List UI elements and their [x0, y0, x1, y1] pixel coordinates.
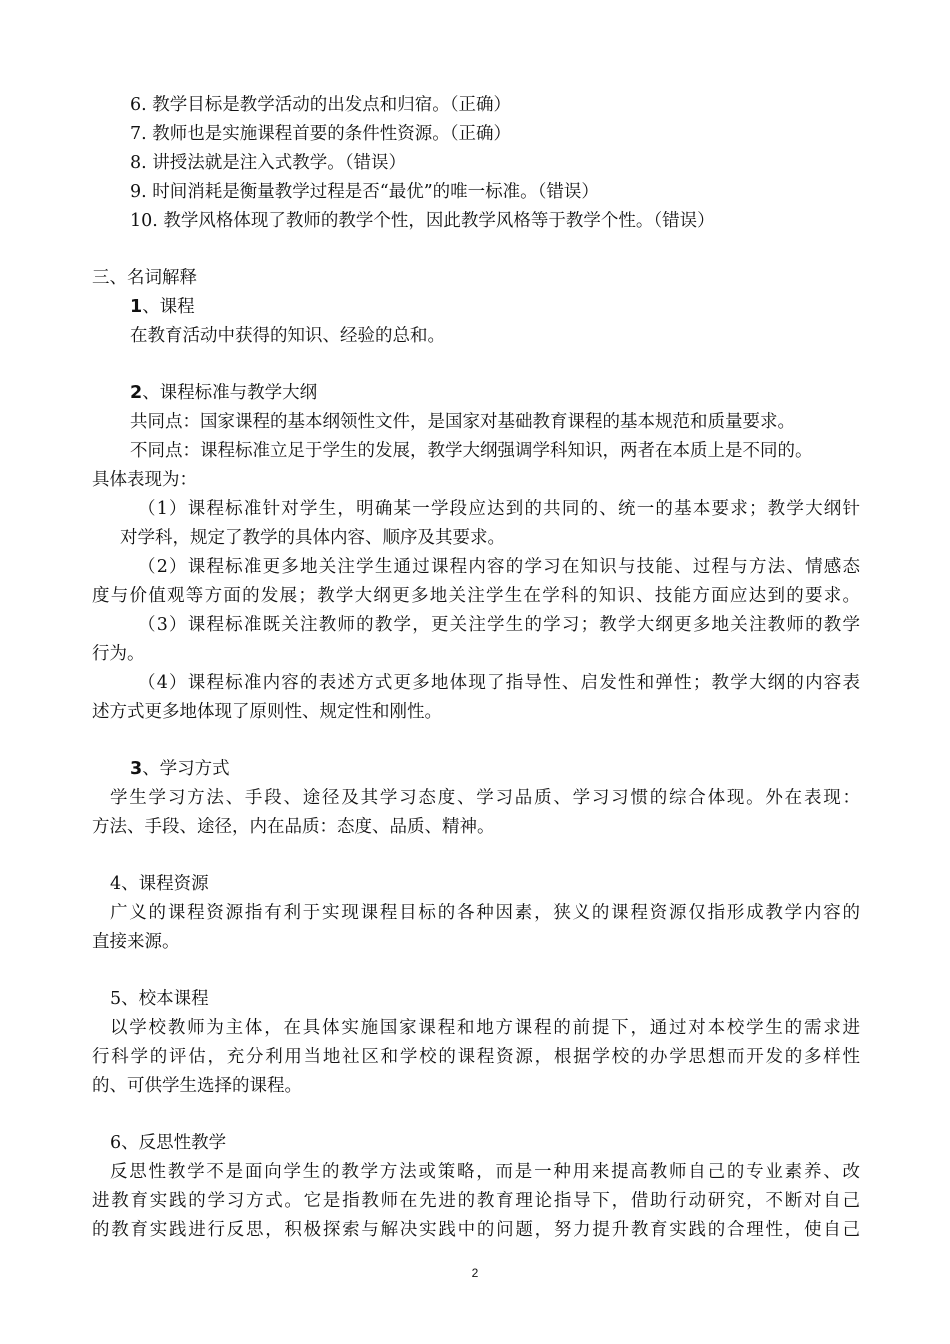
- term-3-number: 3: [130, 759, 143, 779]
- term-2-line: 度与价值观等方面的发展；教学大纲更多地关注学生在学科的知识、技能方面应达到的要求。: [92, 586, 860, 606]
- term-1-heading: [130, 296, 195, 318]
- term-5-line: 的、可供学生选择的课程。: [92, 1076, 302, 1096]
- term-5-heading: 5、校本课程: [110, 989, 209, 1009]
- term-2-title: 、课程标准与教学大纲: [142, 383, 318, 403]
- term-1-number: 1: [130, 297, 143, 317]
- term-3-title: 、学习方式: [142, 759, 230, 779]
- term-2-line: 对学科，规定了教学的具体内容、顺序及其要求。: [120, 528, 505, 548]
- term-3-heading: [130, 758, 230, 780]
- answer-item-8: 8. 讲授法就是注入式教学。（错误）: [130, 153, 407, 173]
- term-6-line: 进教育实践的学习方式。它是指教师在先进的教育理论指导下，借助行动研究，不断对自己: [92, 1191, 860, 1211]
- term-5-line: 以学校教师为主体，在具体实施国家课程和地方课程的前提下，通过对本校学生的需求进: [110, 1018, 860, 1038]
- term-1-body: 在教育活动中获得的知识、经验的总和。: [130, 326, 445, 346]
- term-6-line: 反思性教学不是面向学生的教学方法或策略，而是一种用来提高教师自己的专业素养、改: [110, 1162, 860, 1182]
- term-2-number: 2: [130, 383, 143, 403]
- term-2-line: 述方式更多地体现了原则性、规定性和刚性。: [92, 702, 442, 722]
- term-1-title: 、课程: [142, 297, 195, 317]
- answer-item-9: 9. 时间消耗是衡量教学过程是否“最优”的唯一标准。（错误）: [130, 182, 599, 202]
- term-4-line: 广义的课程资源指有利于实现课程目标的各种因素，狭义的课程资源仅指形成教学内容的: [110, 903, 860, 923]
- term-6-line: 的教育实践进行反思，积极探索与解决实践中的问题，努力提升教育实践的合理性，使自己: [92, 1220, 860, 1240]
- term-2-heading: [130, 382, 317, 404]
- term-5-line: 行科学的评估，充分利用当地社区和学校的课程资源，根据学校的办学思想而开发的多样性: [92, 1047, 860, 1067]
- term-2-line: 不同点：课程标准立足于学生的发展，教学大纲强调学科知识，两者在本质上是不同的。: [130, 441, 813, 461]
- answer-item-7: 7. 教师也是实施课程首要的条件性资源。（正确）: [130, 124, 512, 144]
- term-2-line: （1）课程标准针对学生，明确某一学段应达到的共同的、统一的基本要求；教学大纲针: [138, 499, 860, 519]
- term-4-line: 直接来源。: [92, 932, 180, 952]
- term-6-heading: 6、反思性教学: [110, 1133, 227, 1153]
- term-2-line: 共同点：国家课程的基本纲领性文件，是国家对基础教育课程的基本规范和质量要求。: [130, 412, 795, 432]
- term-2-line: 行为。: [92, 644, 145, 664]
- section-heading: 三、名词解释: [92, 268, 197, 288]
- term-3-line: 学生学习方法、手段、途径及其学习态度、学习品质、学习习惯的综合体现。外在表现：: [110, 788, 860, 808]
- term-2-line: 具体表现为：: [92, 470, 197, 490]
- term-2-line: （2）课程标准更多地关注学生通过课程内容的学习在知识与技能、过程与方法、情感态: [138, 557, 860, 577]
- term-4-heading: 4、课程资源: [110, 874, 209, 894]
- answer-item-10: 10. 教学风格体现了教师的教学个性，因此教学风格等于教学个性。（错误）: [130, 211, 715, 231]
- term-2-line: （3）课程标准既关注教师的教学，更关注学生的学习；教学大纲更多地关注教师的教学: [138, 615, 860, 635]
- page-number: 2: [471, 1266, 479, 1280]
- term-2-line: （4）课程标准内容的表述方式更多地体现了指导性、启发性和弹性；教学大纲的内容表: [138, 673, 860, 693]
- term-3-line: 方法、手段、途径，内在品质：态度、品质、精神。: [92, 817, 495, 837]
- answer-item-6: 6. 教学目标是教学活动的出发点和归宿。（正确）: [130, 95, 512, 115]
